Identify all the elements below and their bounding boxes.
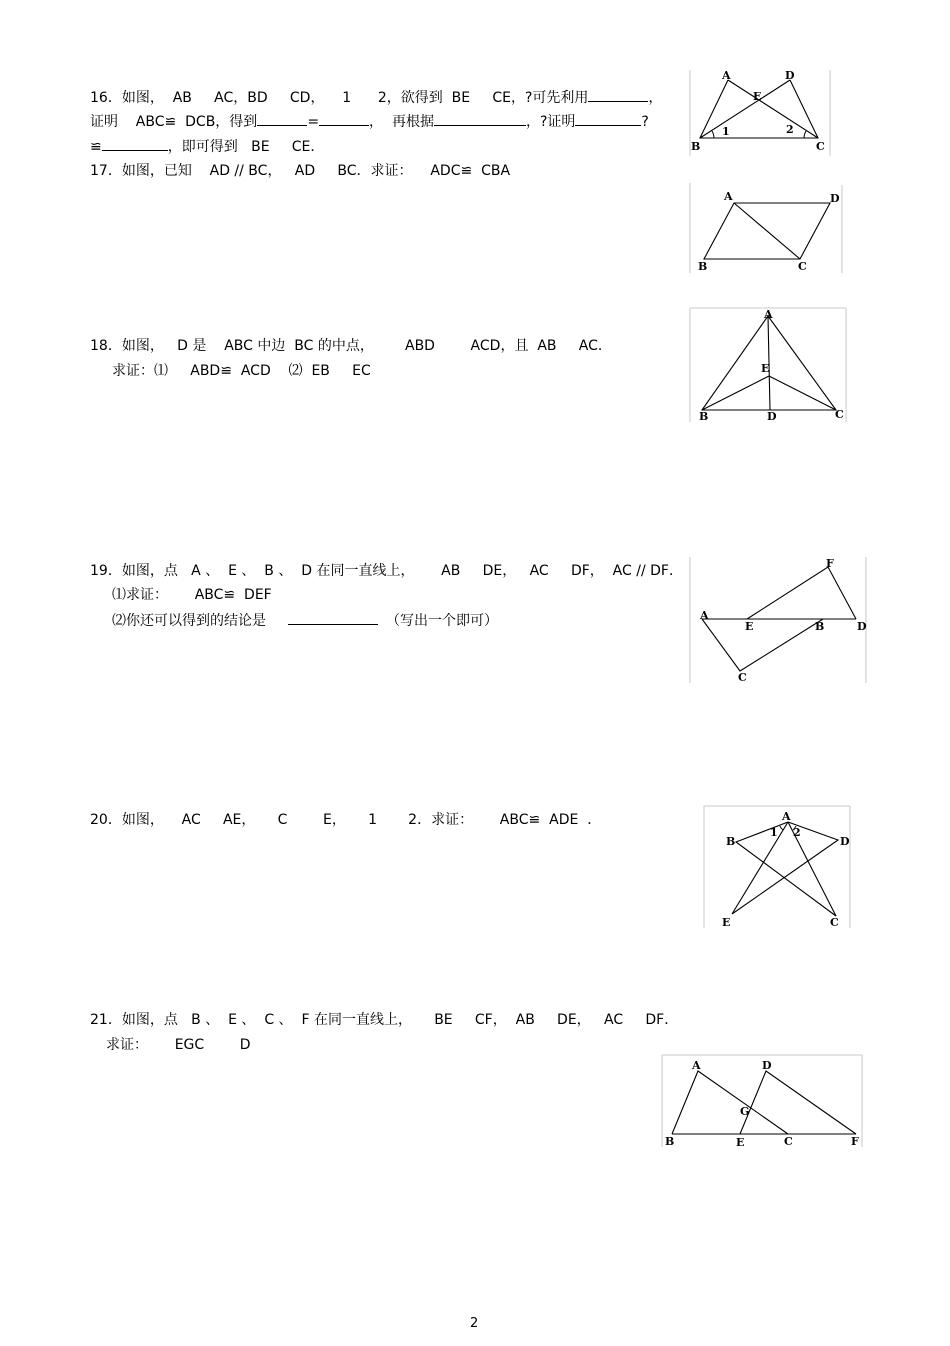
q19-answer-blank[interactable] xyxy=(288,610,378,625)
q20-label-a: A xyxy=(782,810,791,823)
q16-blank-4[interactable] xyxy=(434,111,526,126)
q21-label-b: B xyxy=(665,1135,675,1148)
q21-triangle-def xyxy=(740,1071,856,1134)
q19-label-c: C xyxy=(738,671,747,684)
q17-figure xyxy=(690,183,845,275)
q16-label-c: C xyxy=(816,140,825,153)
q18-label-a: A xyxy=(764,308,773,321)
q19-label-e: E xyxy=(745,620,754,633)
q19-figure xyxy=(690,557,870,685)
q19-label-f: F xyxy=(826,557,834,570)
q19-line1: 19．如图，点 A 、 E 、 B 、 D 在同一直线上， AB DE， AC DF， AC // DF． xyxy=(90,563,683,579)
q16-label-b: B xyxy=(691,140,701,153)
q18-line1: 18．如图， D 是 ABC 中边 BC 的中点， ABD ACD，且 AB AC． xyxy=(90,338,612,354)
q21-label-e: E xyxy=(736,1136,745,1149)
q16-blank-3[interactable] xyxy=(319,111,369,126)
q20-figure xyxy=(704,806,852,930)
q17-line1: 17．如图，已知 AD // BC， AD BC．求证： ADC≌ CBA xyxy=(90,163,511,179)
q20-label-b: B xyxy=(726,835,736,848)
q16-outline xyxy=(700,80,818,138)
q18-label-e: E xyxy=(761,362,770,375)
q21-label-a: A xyxy=(692,1059,701,1072)
q17-label-c: C xyxy=(798,260,807,273)
q20-triangle-abc xyxy=(736,822,836,916)
q16-label-1: 1 xyxy=(722,125,730,138)
q19-triangle-abc xyxy=(702,619,823,671)
q18-line-be xyxy=(702,376,769,410)
q16-blank-5[interactable] xyxy=(575,111,641,126)
q18-label-b: B xyxy=(699,410,709,423)
page-number: 2 xyxy=(470,1316,479,1331)
q19-label-d: D xyxy=(857,620,867,633)
q20-line-ae xyxy=(732,822,788,914)
q16-label-2: 2 xyxy=(786,123,794,136)
q20-label-1: 1 xyxy=(770,826,778,839)
q19-line2: ⑴求证： ABC≌ DEF xyxy=(112,587,272,603)
q18-label-c: C xyxy=(835,408,844,421)
q19-triangle-def xyxy=(747,567,856,619)
q21-line2: 求证： EGC D xyxy=(106,1037,251,1053)
q19-label-b: B xyxy=(815,620,825,633)
q21-triangle-abc xyxy=(672,1071,788,1134)
q16-blank-2[interactable] xyxy=(257,111,307,126)
q16-blank-1[interactable] xyxy=(588,87,648,102)
q17-label-d: D xyxy=(830,192,840,205)
q16-label-e: E xyxy=(753,90,762,103)
q20-triangle-ade xyxy=(732,822,838,914)
q20-line1: 20．如图， AC AE， C E， 1 2．求证： ABC≌ ADE ． xyxy=(90,812,602,828)
q16-line3: ≌ ，即可得到 BE CE． xyxy=(90,136,324,156)
q16-blank-6[interactable] xyxy=(102,136,168,151)
q21-label-c: C xyxy=(784,1135,793,1148)
q18-figure xyxy=(690,308,848,424)
q21-label-g: G xyxy=(740,1105,750,1118)
q18-line-ec xyxy=(769,376,836,410)
q17-label-b: B xyxy=(698,260,708,273)
q20-label-d: D xyxy=(840,835,850,848)
q17-label-a: A xyxy=(724,190,733,203)
q20-label-2: 2 xyxy=(793,826,801,839)
q20-label-c: C xyxy=(830,916,839,929)
q16-label-d: D xyxy=(785,69,795,82)
q21-figure xyxy=(660,1053,866,1149)
q18-label-d: D xyxy=(767,410,777,423)
q16-line2: 证明 ABC≌ DCB，得到 = ， 再根据 ，?证明 ? xyxy=(90,111,649,131)
q21-line1: 21．如图，点 B 、 E 、 C 、 F 在同一直线上， BE CF， AB DE， AC DF． xyxy=(90,1012,679,1028)
q18-line2: 求证：⑴ ABD≌ ACD ⑵ EB EC xyxy=(112,363,371,379)
q16-figure xyxy=(690,70,832,156)
q17-diagonal-ac xyxy=(734,203,800,259)
q16-label-a: A xyxy=(722,69,731,82)
q21-label-d: D xyxy=(762,1059,772,1072)
q19-label-a: A xyxy=(700,609,709,622)
q19-line3: ⑵你还可以得到的结论是 （写出一个即可） xyxy=(112,610,498,630)
q16-line1: 16．如图， AB AC，BD CD， 1 2，欲得到 BE CE，?可先利用 ， xyxy=(90,87,662,107)
q20-label-e: E xyxy=(722,916,731,929)
q21-label-f: F xyxy=(851,1135,859,1148)
